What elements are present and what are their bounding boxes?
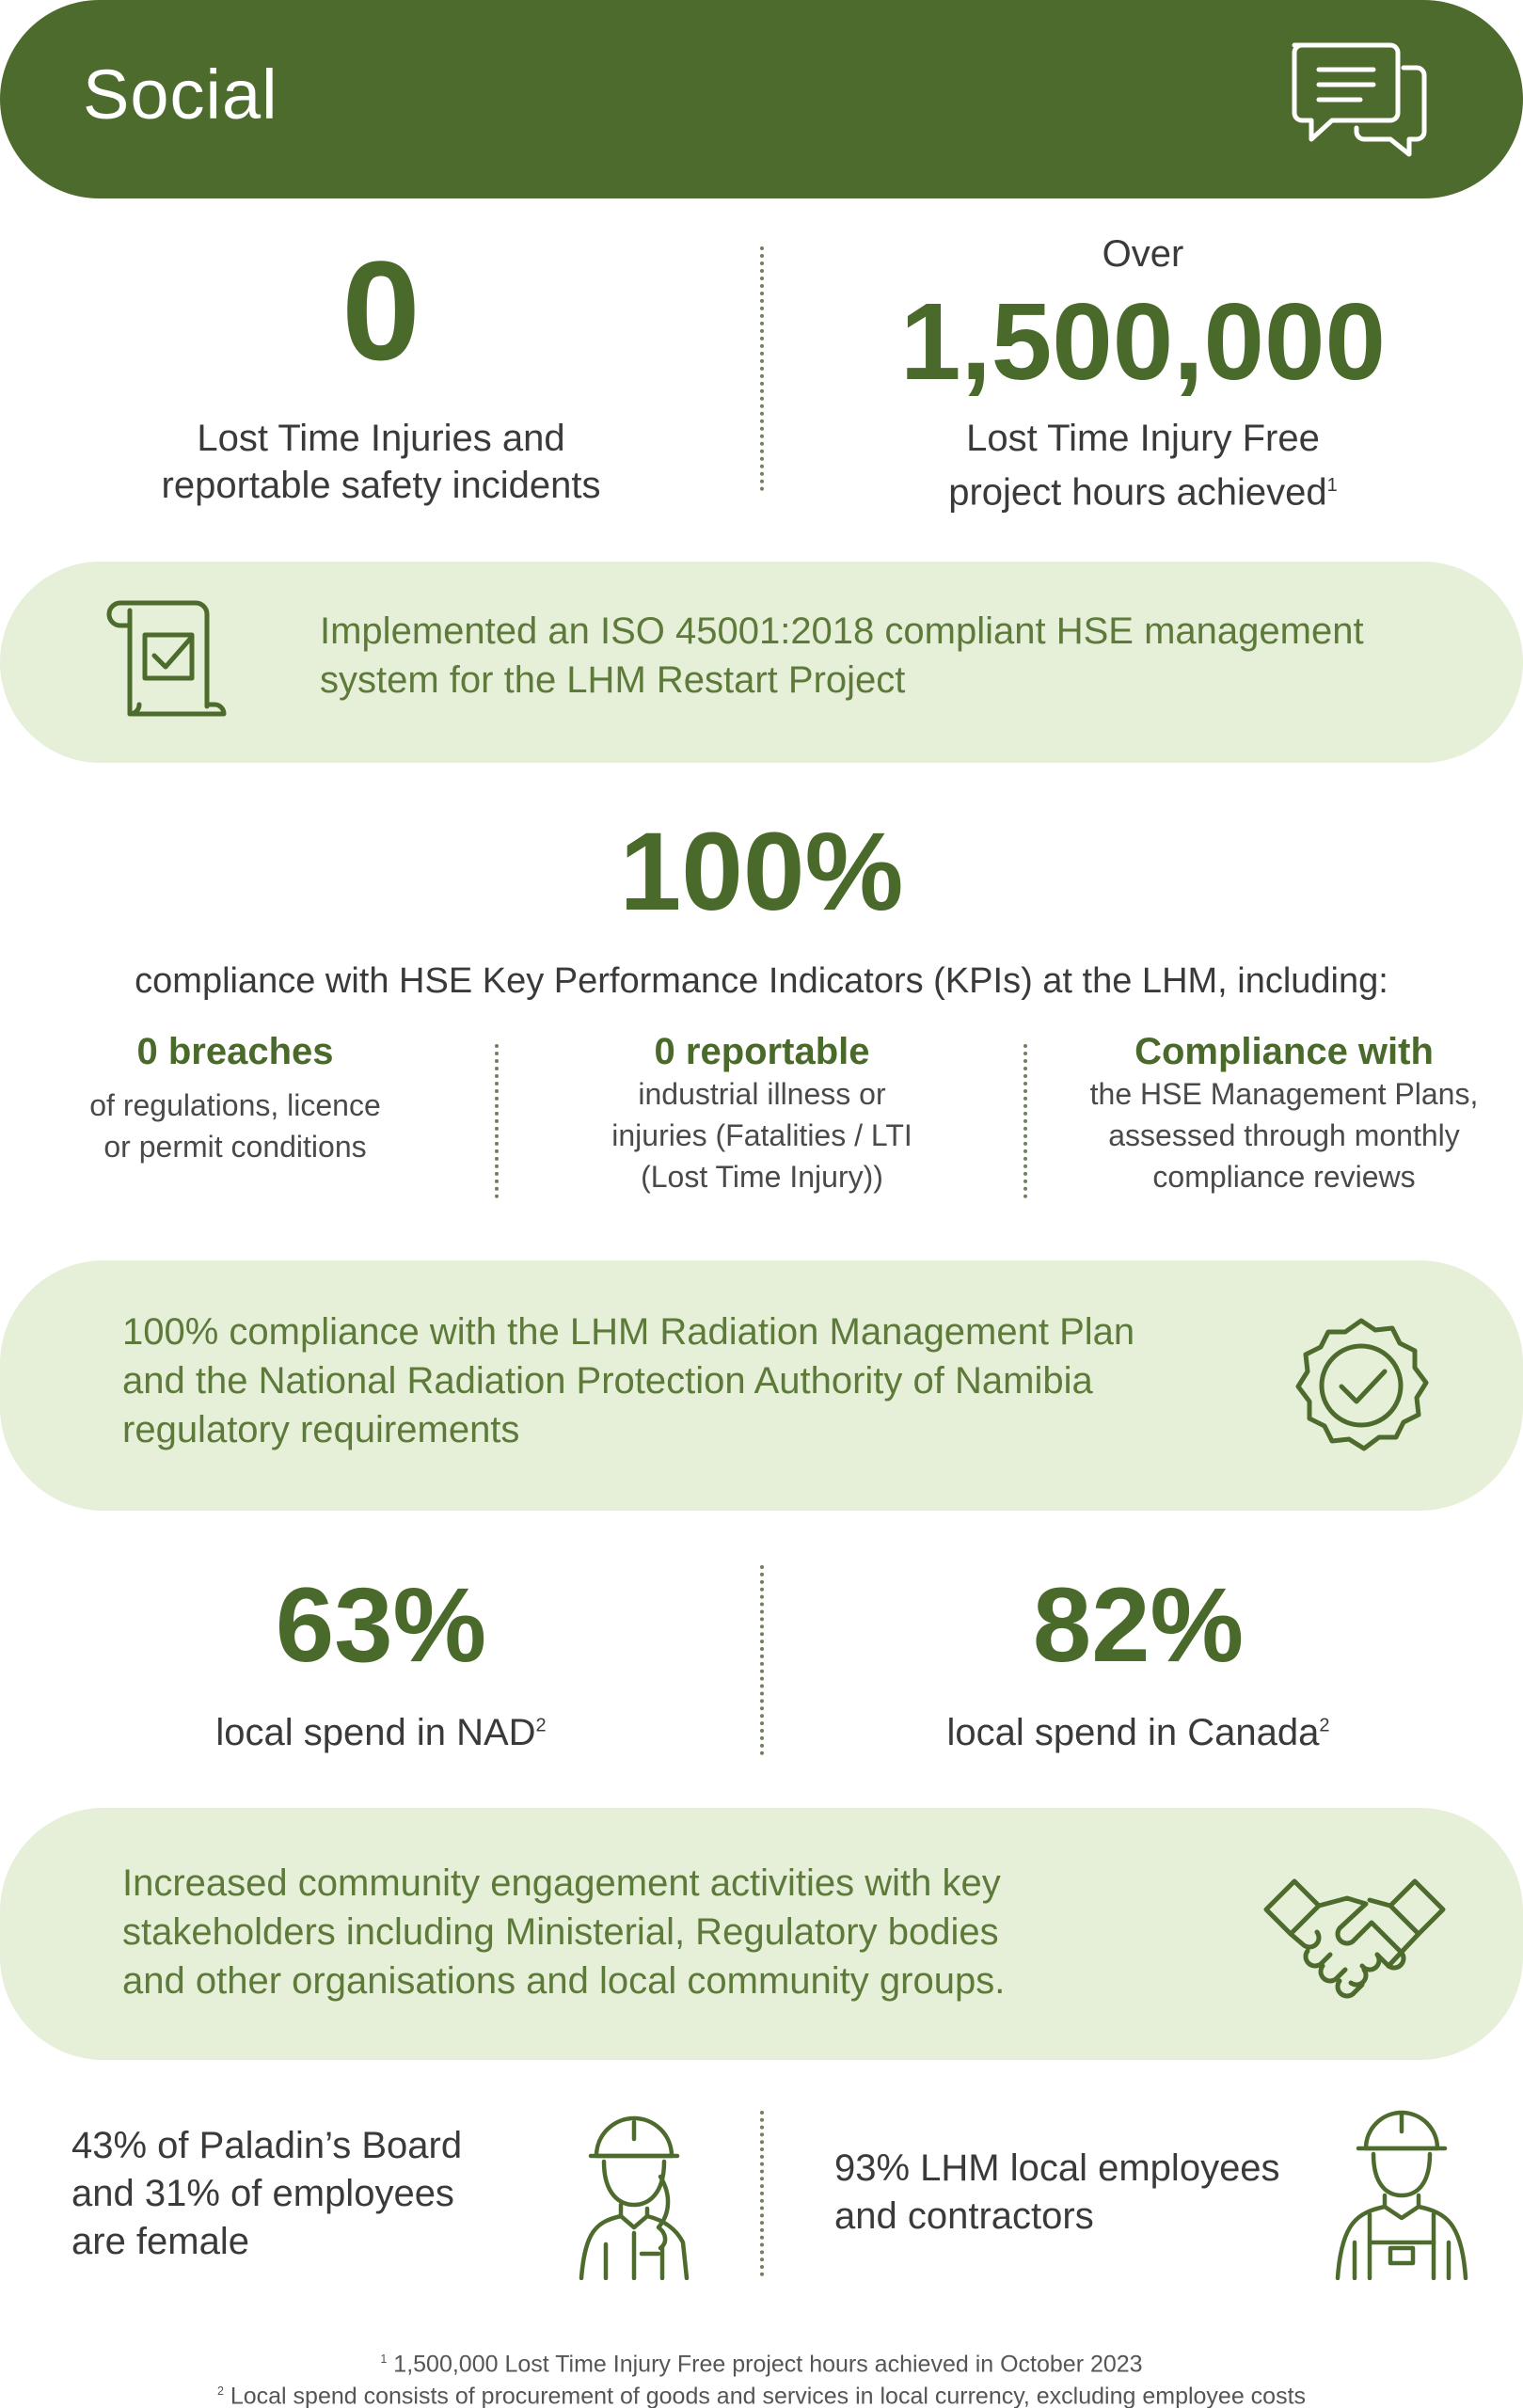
footnote-ref-2a: 2 xyxy=(535,1715,547,1736)
female-worker-icon xyxy=(568,2111,700,2280)
iso-line-2: system for the LHM Restart Project xyxy=(320,659,906,701)
female-line-2: and 31% of employees xyxy=(71,2173,454,2214)
footnote-1-text: 1,500,000 Lost Time Injury Free project hours achieved in October 2023 xyxy=(393,2351,1143,2378)
community-pill xyxy=(0,1808,1523,2060)
badge-check-icon xyxy=(1291,1315,1432,1456)
kpi-hse-plans-line-3: compliance reviews xyxy=(1152,1160,1416,1194)
kpi-breaches-line-1: of regulations, licence xyxy=(89,1088,381,1122)
kpi-hse-plans-line-2: assessed through monthly xyxy=(1108,1118,1460,1152)
divider-kpi-1 xyxy=(495,1044,499,1198)
spend-canada-value: 82% xyxy=(1032,1566,1245,1684)
spend-nad xyxy=(56,1566,706,1754)
spend-nad-label-wrap xyxy=(56,1712,706,1754)
lti-free-value: 1,500,000 xyxy=(899,280,1387,403)
lti-free-label-1: Lost Time Injury Free xyxy=(966,418,1320,459)
section-header xyxy=(0,0,1523,198)
divider-spend xyxy=(760,1565,764,1755)
lti-free-prefix: Over xyxy=(1102,233,1184,275)
spend-canada xyxy=(809,1566,1467,1754)
community-line-2: stakeholders including Ministerial, Regulatory bodies xyxy=(122,1911,999,1953)
compliance-lead: compliance with HSE Key Performance Indicators (KPIs) at the LHM, including: xyxy=(135,961,1388,1001)
spend-canada-label-wrap xyxy=(809,1712,1467,1754)
community-line-3: and other organisations and local community groups. xyxy=(122,1960,1006,2002)
spend-canada-label: local spend in Canada xyxy=(946,1712,1320,1753)
radiation-line-3: regulatory requirements xyxy=(122,1409,520,1450)
lti-free-label-2: project hours achieved xyxy=(948,471,1327,514)
kpi-breaches-line-2: or permit conditions xyxy=(103,1130,367,1164)
kpi-hse-plans-head: Compliance with xyxy=(1134,1031,1434,1072)
lti-value: 0 xyxy=(341,231,420,389)
page-title: Social xyxy=(83,55,278,134)
footnote-ref-1: 1 xyxy=(1326,475,1338,496)
kpi-reportable-line-3: (Lost Time Injury)) xyxy=(641,1160,883,1194)
footnote-2 xyxy=(0,2374,1523,2408)
compliance-block xyxy=(0,810,1523,1002)
female-line-1: 43% of Paladin’s Board xyxy=(71,2125,463,2166)
spend-nad-value: 63% xyxy=(275,1566,487,1684)
divider-workforce xyxy=(760,2111,764,2276)
compliance-value: 100% xyxy=(619,810,904,934)
lti-label-2: reportable safety incidents xyxy=(161,465,601,506)
kpi-hse-plans xyxy=(1063,1031,1505,1197)
male-worker-icon xyxy=(1326,2101,1477,2280)
kpi-breaches-head: 0 breaches xyxy=(136,1031,334,1072)
local-line-2: and contractors xyxy=(834,2195,1094,2237)
footnote-2-text: Local spend consists of procurement of goods and services in local currency, excluding employee costs xyxy=(230,2383,1307,2408)
local-employees-text xyxy=(834,2145,1280,2241)
kpi-reportable xyxy=(546,1031,978,1197)
iso-line-1: Implemented an ISO 45001:2018 compliant HSE management xyxy=(320,610,1364,652)
iso-pill xyxy=(0,562,1523,763)
lti-stat xyxy=(56,231,706,509)
radiation-pill xyxy=(0,1260,1523,1511)
kpi-hse-plans-line-1: the HSE Management Plans, xyxy=(1089,1077,1479,1111)
kpi-breaches xyxy=(56,1031,414,1167)
local-line-1: 93% LHM local employees xyxy=(834,2147,1280,2189)
female-line-3: are female xyxy=(71,2221,249,2262)
chat-bubbles-icon xyxy=(1285,38,1434,160)
kpi-reportable-line-1: industrial illness or xyxy=(638,1077,886,1111)
lti-free-stat xyxy=(809,230,1477,515)
radiation-line-2: and the National Radiation Protection Authority of Namibia xyxy=(122,1360,1093,1402)
divider-kpi-2 xyxy=(1023,1044,1027,1198)
kpi-reportable-line-2: injuries (Fatalities / LTI xyxy=(611,1118,912,1152)
female-stat-text xyxy=(71,2122,462,2266)
divider-safety xyxy=(760,246,764,491)
radiation-line-1: 100% compliance with the LHM Radiation Management Plan xyxy=(122,1311,1135,1353)
footnote-ref-2b: 2 xyxy=(1319,1715,1330,1736)
handshake-icon xyxy=(1261,1861,1449,2011)
footnote-2-mark: 2 xyxy=(216,2384,224,2398)
iso-text xyxy=(320,607,1364,705)
lti-label-1: Lost Time Injuries and xyxy=(197,418,565,459)
community-text xyxy=(122,1859,1005,2005)
lti-free-label-2-wrap xyxy=(809,462,1477,515)
certificate-check-icon xyxy=(102,595,233,727)
footnote-1-mark: 1 xyxy=(380,2353,388,2366)
spend-nad-label: local spend in NAD xyxy=(215,1712,536,1753)
kpi-reportable-head: 0 reportable xyxy=(654,1031,870,1072)
radiation-text xyxy=(122,1307,1134,1454)
community-line-1: Increased community engagement activities with key xyxy=(122,1862,1001,1904)
